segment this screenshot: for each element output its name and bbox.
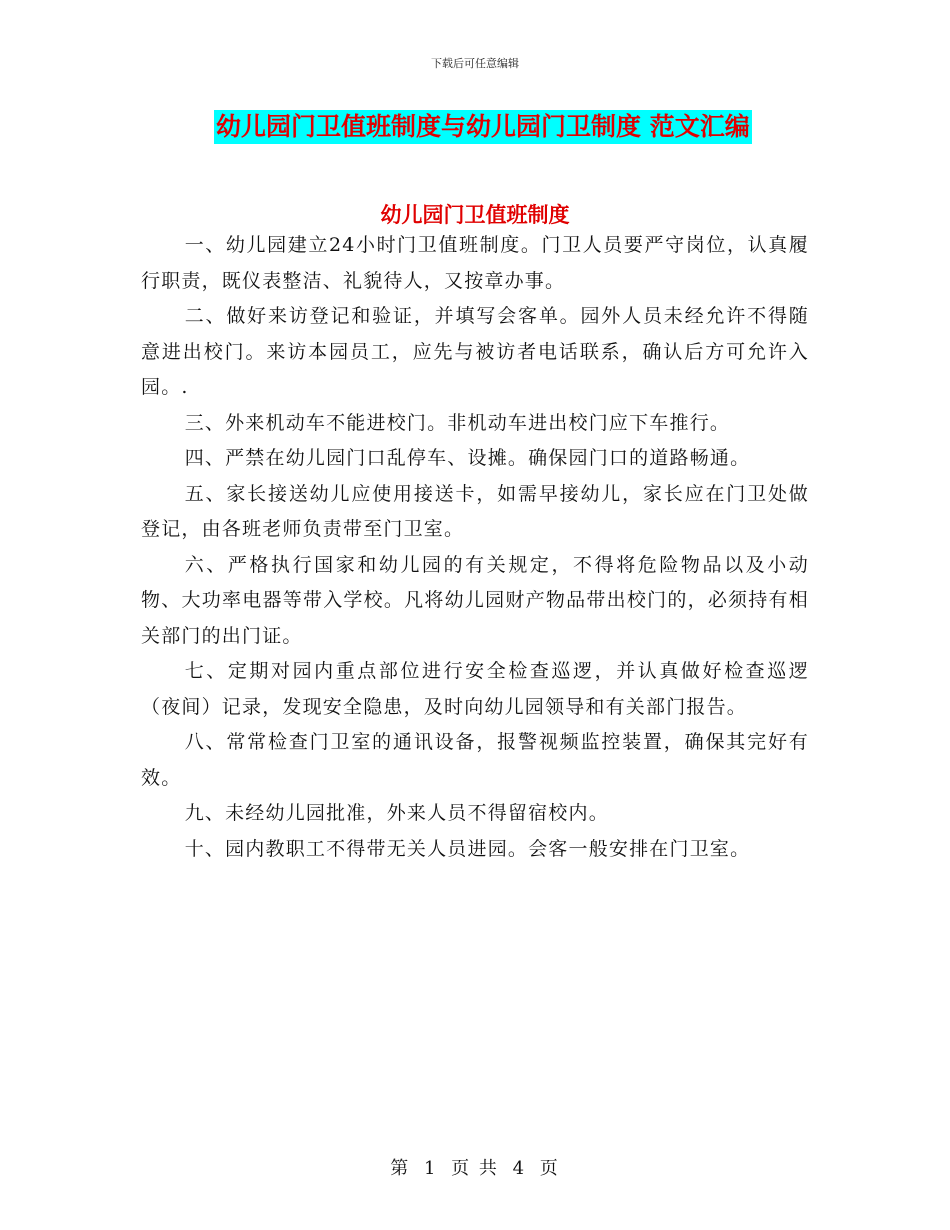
paragraph: 八、常常检查门卫室的通讯设备，报警视频监控装置，确保其完好有效。 [141, 731, 809, 789]
body-text [141, 228, 809, 867]
header-note: 下载后可任意编辑 [431, 57, 519, 70]
footer-suffix: 页 [539, 1158, 560, 1179]
paragraph: 六、严格执行国家和幼儿园的有关规定，不得将危险物品以及小动物、大功率电器等带入学校。凡将幼儿园财产物品带出校门的，必须持有相关部门的出门证。 [141, 553, 809, 647]
paragraph: 三、外来机动车不能进校门。非机动车进出校门应下车推行。 [184, 411, 731, 434]
paragraph: 十、园内教职工不得带无关人员进园。会客一般安排在门卫室。 [184, 837, 751, 860]
footer-current-page: 1 [423, 1158, 438, 1179]
doc-title: 幼儿园门卫值班制度与幼儿园门卫制度 范文汇编 [214, 110, 752, 144]
paragraph: 七、定期对园内重点部位进行安全检查巡逻，并认真做好检查巡逻（夜间）记录，发现安全隐患，及时向幼儿园领导和有关部门报告。 [141, 660, 809, 718]
footer-middle: 页 共 [451, 1158, 499, 1179]
footer-prefix: 第 [390, 1158, 411, 1179]
paragraph: 一、幼儿园建立24小时门卫值班制度。门卫人员要严守岗位，认真履行职责，既仪表整洁、礼貌待人，又按章办事。 [141, 234, 809, 292]
page-footer [0, 1154, 950, 1180]
footer-total-pages: 4 [512, 1158, 527, 1179]
paragraph: 五、家长接送幼儿应使用接送卡，如需早接幼儿，家长应在门卫处做登记，由各班老师负责带至门卫室。 [141, 482, 809, 540]
paragraph: 四、严禁在幼儿园门口乱停车、设摊。确保园门口的道路畅通。 [184, 447, 751, 469]
section-title: 幼儿园门卫值班制度 [380, 202, 570, 227]
doc-title-wrap [214, 110, 752, 144]
paragraph: 九、未经幼儿园批准，外来人员不得留宿校内。 [184, 802, 609, 824]
paragraph: 二、做好来访登记和验证，并填写会客单。园外人员未经允许不得随意进出校门。来访本园员工，应先与被访者电话联系，确认后方可允许入园。. [141, 305, 809, 398]
